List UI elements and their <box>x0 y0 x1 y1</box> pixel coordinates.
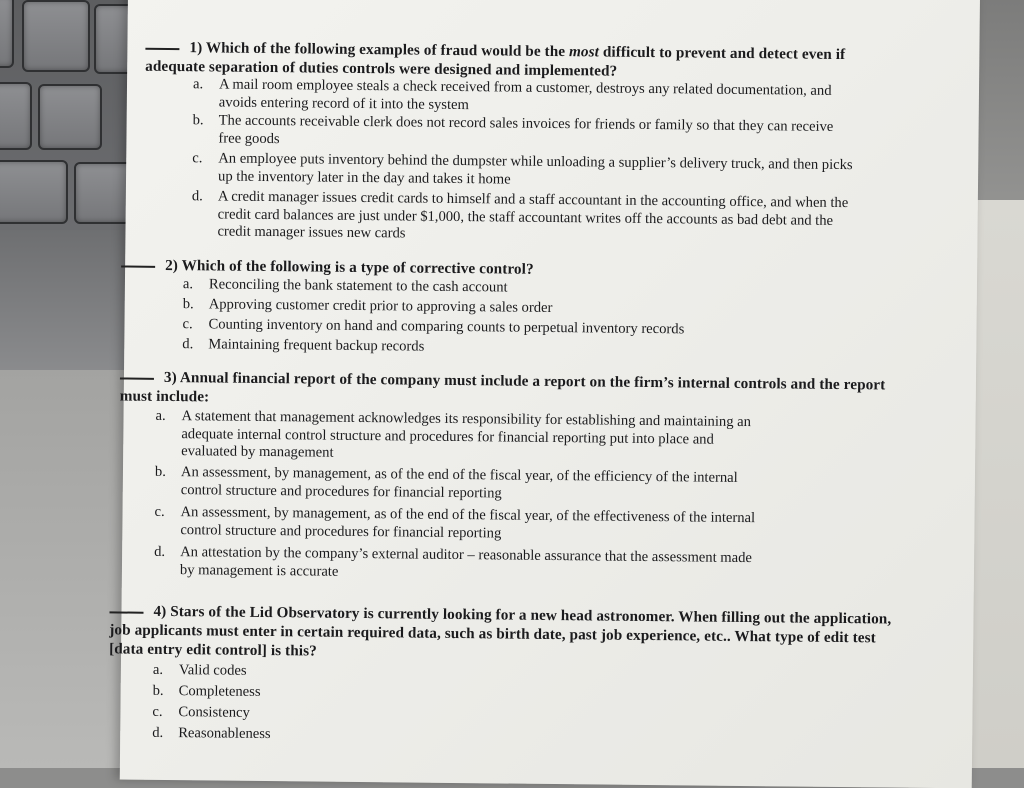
option-letter: d. <box>154 543 166 560</box>
option-letter: a. <box>152 661 164 678</box>
stem-text: Stars of the Lid Observatory is currently looking for a new head astronomer. When filling out the application, job applicants must enter in certain required data, such as birth date, past job experience, etc.. What type of edit test [data entry edit control] is this? <box>109 603 892 660</box>
option-d <box>152 724 552 743</box>
answer-blank[interactable] <box>109 611 143 613</box>
question-number: 2) <box>165 256 179 275</box>
option-letter: a. <box>155 407 166 424</box>
question-number: 1) <box>189 39 203 57</box>
option-letter: b. <box>152 682 164 699</box>
option-text: An employee puts inventory behind the dumpster while unloading a supplier’s delivery truck, and then picks up the inventory later in the day and takes it home <box>217 150 853 188</box>
option-letter: d. <box>182 336 194 353</box>
option-text: Approving customer credit prior to approving a sales order <box>208 296 553 316</box>
stem-text: Which of the following is a type of corrective control? <box>181 257 534 278</box>
option-text: An assessment, by management, as of the end of the fiscal year, of the effectiveness of the internal control structure and procedures for financial reporting <box>180 504 756 541</box>
stem-text: Annual financial report of the company must include a report on the firm’s internal controls and the report must include: <box>119 369 886 406</box>
option-letter: a. <box>192 76 204 93</box>
option-text: Reconciling the bank statement to the cash account <box>208 276 508 296</box>
option-letter: d. <box>191 188 203 205</box>
question-4-stem <box>109 601 910 666</box>
option-letter: b. <box>192 112 204 129</box>
option-text: A statement that management acknowledges its responsibility for establishing and maintaining an adequate internal control structure and procedures for financial reporting put into place and evaluated by management <box>181 408 752 461</box>
option-b <box>152 682 553 700</box>
question-2 <box>121 255 921 355</box>
option-text: A mail room employee steals a check received from a customer, destroys any related documentation, and avoids entering record of it into the system <box>218 76 832 113</box>
option-letter: b. <box>154 463 167 480</box>
question-4 <box>109 601 910 743</box>
option-text: Consistency <box>178 704 250 721</box>
option-text: Maintaining frequent backup records <box>208 336 425 355</box>
option-text: Reasonableness <box>178 725 271 743</box>
option-c <box>152 703 553 721</box>
option-text: An attestation by the company’s external auditor – reasonable assurance that the assessment made by management is accurate <box>179 544 752 580</box>
worksheet-paper <box>109 0 980 788</box>
stem-emphasis: most <box>568 43 600 61</box>
option-letter: d. <box>152 724 164 741</box>
question-number: 4) <box>153 602 167 620</box>
keyboard-key <box>22 0 90 72</box>
stem-text: difficult to prevent and detect even if adequate separation of duties controls were designed and implemented? <box>145 43 846 80</box>
option-text: An assessment, by management, as of the end of the fiscal year, of the efficiency of the internal control structure and procedures for financial reporting <box>180 464 738 501</box>
option-letter: b. <box>182 296 194 313</box>
option-text: A credit manager issues credit cards to himself and a staff accountant in the accounting office, and when the credit card balances are just under $1,000, the staff accountant writes off the accounts as bad debt and the credit manager issues new cards <box>217 188 849 242</box>
answer-blank[interactable] <box>120 377 154 379</box>
keyboard-key <box>0 0 14 68</box>
option-letter: c. <box>182 316 193 333</box>
option-text: Valid codes <box>178 662 247 679</box>
option-text: Counting inventory on hand and comparing counts to perpetual inventory records <box>208 316 685 338</box>
option-d <box>154 543 774 580</box>
answer-blank[interactable] <box>121 265 155 267</box>
question-number: 3) <box>163 368 177 387</box>
stem-text: Which of the following examples of fraud would be the <box>205 39 570 61</box>
question-3 <box>119 367 920 580</box>
question-1 <box>145 38 946 242</box>
keyboard-key <box>38 84 102 150</box>
option-letter: a. <box>182 276 194 293</box>
answer-blank[interactable] <box>145 48 179 50</box>
option-c <box>154 503 775 541</box>
keyboard-key <box>0 82 32 150</box>
keyboard-key <box>0 160 68 224</box>
option-letter: c. <box>152 703 163 720</box>
option-text: Completeness <box>178 683 261 700</box>
option-letter: c. <box>154 503 165 520</box>
option-letter: c. <box>192 150 203 167</box>
option-a <box>152 661 553 679</box>
option-text: The accounts receivable clerk does not record sales invoices for friends or family so that they can receive free goods <box>218 112 834 147</box>
question-3-stem <box>120 367 910 413</box>
